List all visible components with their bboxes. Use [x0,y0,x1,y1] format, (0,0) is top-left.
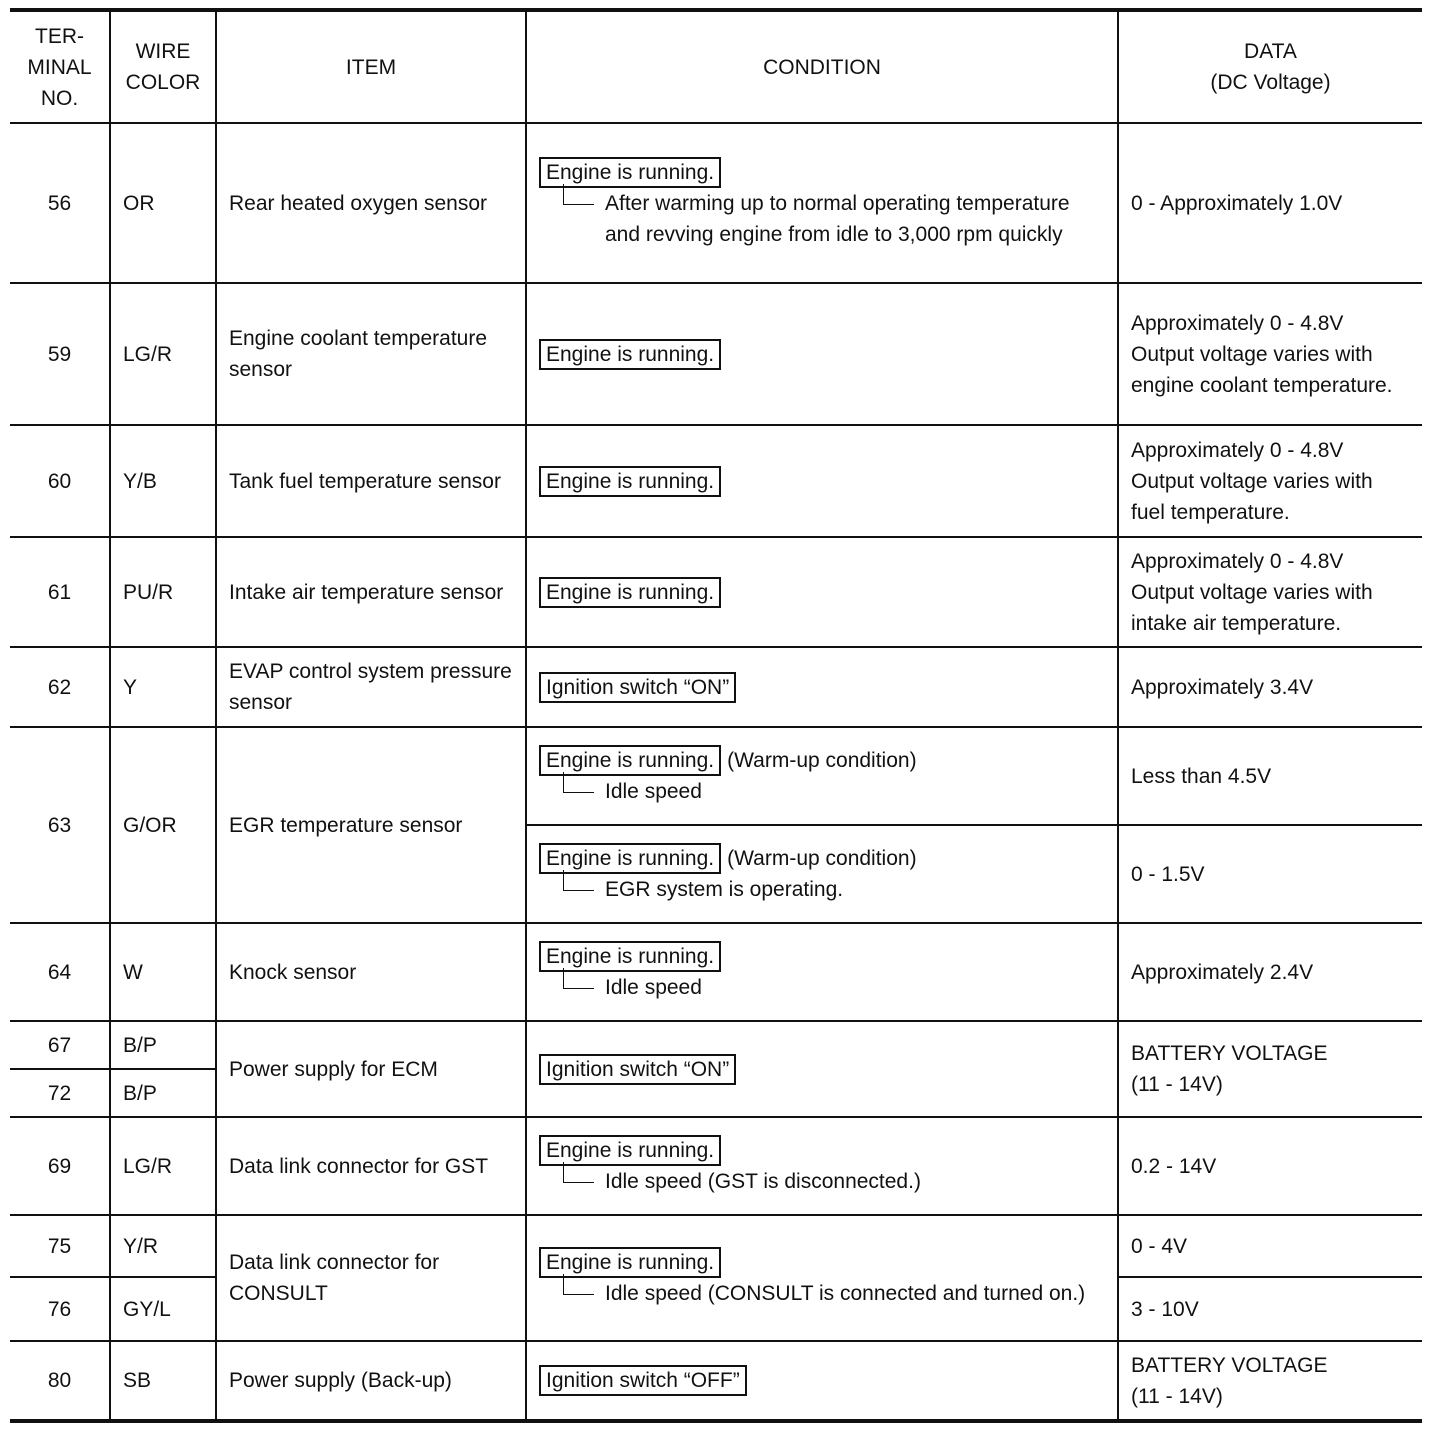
data-voltage [1118,1021,1422,1117]
condition [526,425,1118,537]
condition-box: Engine is running. [539,941,721,972]
header-item: ITEM [216,10,526,123]
table-row [10,1341,1422,1421]
condition [526,283,1118,425]
condition-sub: After warming up to normal operating temperature and revving engine from idle to 3,000 rpm quickly [563,188,1105,250]
header-condition: CONDITION [526,10,1118,123]
table-row [10,647,1422,727]
data-voltage: Approximately 2.4V [1118,923,1422,1021]
table-row [10,283,1422,425]
condition-box: Ignition switch “OFF” [539,1365,747,1396]
table-row [10,123,1422,283]
terminal-no: 59 [10,283,110,425]
condition [526,647,1118,727]
data-voltage: Approximately 0 - 4.8V Output voltage varies with engine coolant temperature. [1118,283,1422,425]
table-row [10,425,1422,537]
condition-box: Engine is running. [539,843,721,874]
header-data: DATA (DC Voltage) [1118,10,1422,123]
data-voltage: Approximately 0 - 4.8V Output voltage varies with fuel temperature. [1118,425,1422,537]
wire-color: Y [110,647,216,727]
condition-sub: Idle speed (CONSULT is connected and turned on.) [563,1278,1105,1309]
wire-color: Y/R [110,1215,216,1277]
data-voltage-line: BATTERY VOLTAGE [1131,1042,1328,1065]
item-name: EVAP control system pressure sensor [216,647,526,727]
condition-box: Engine is running. [539,1135,721,1166]
wire-color: OR [110,123,216,283]
table-row [10,1117,1422,1215]
condition [526,727,1118,825]
wire-color: B/P [110,1021,216,1069]
data-voltage: 3 - 10V [1118,1277,1422,1341]
data-voltage [1118,1341,1422,1421]
condition-box: Engine is running. [539,339,721,370]
header-terminal: TER- MINAL NO. [10,10,110,123]
item-name: Knock sensor [216,923,526,1021]
ecm-terminal-table [10,8,1422,1423]
wire-color: PU/R [110,537,216,647]
table-row [10,923,1422,1021]
header-wire-color: WIRE COLOR [110,10,216,123]
terminal-no: 63 [10,727,110,923]
item-name: Power supply for ECM [216,1021,526,1117]
item-name: Power supply (Back-up) [216,1341,526,1421]
terminal-no: 72 [10,1069,110,1117]
condition [526,537,1118,647]
wire-color: GY/L [110,1277,216,1341]
terminal-no: 67 [10,1021,110,1069]
condition [526,123,1118,283]
wire-color: B/P [110,1069,216,1117]
wire-color: LG/R [110,283,216,425]
terminal-no: 61 [10,537,110,647]
condition-sub: Idle speed [563,776,1105,807]
data-voltage-line: BATTERY VOLTAGE [1131,1353,1328,1377]
wire-color: Y/B [110,425,216,537]
data-voltage: 0 - Approximately 1.0V [1118,123,1422,283]
condition-box: Ignition switch “ON” [539,672,736,703]
condition-box: Ignition switch “ON” [539,1054,736,1085]
item-name: Data link connector for GST [216,1117,526,1215]
table-row [10,1021,1422,1069]
item-name: Data link connector for CONSULT [216,1215,526,1341]
item-name: EGR temperature sensor [216,727,526,923]
condition-sub: EGR system is operating. [563,874,1105,905]
data-voltage: Less than 4.5V [1118,727,1422,825]
item-name: Intake air temperature sensor [216,537,526,647]
wire-color: G/OR [110,727,216,923]
condition-box: Engine is running. [539,577,721,608]
condition [526,825,1118,923]
condition [526,1117,1118,1215]
condition [526,1341,1118,1421]
condition [526,1021,1118,1117]
item-name: Rear heated oxygen sensor [216,123,526,283]
data-voltage-range: (11 - 14V) [1131,1384,1223,1408]
data-voltage-range: (11 - 14V) [1131,1073,1223,1096]
condition-sub: Idle speed (GST is disconnected.) [563,1166,1105,1197]
condition-box: Engine is running. [539,466,721,497]
item-name: Engine coolant temperature sensor [216,283,526,425]
item-name: Tank fuel temperature sensor [216,425,526,537]
condition-box: Engine is running. [539,157,721,188]
data-voltage: Approximately 0 - 4.8V Output voltage varies with intake air temperature. [1118,537,1422,647]
table-row [10,537,1422,647]
terminal-no: 80 [10,1341,110,1421]
condition-sub: Idle speed [563,972,1105,1003]
data-voltage: 0 - 4V [1118,1215,1422,1277]
data-voltage: 0 - 1.5V [1118,825,1422,923]
wire-color: W [110,923,216,1021]
terminal-no: 64 [10,923,110,1021]
terminal-no: 60 [10,425,110,537]
condition-note: (Warm-up condition) [727,847,917,870]
terminal-no: 75 [10,1215,110,1277]
table-row [10,1215,1422,1277]
terminal-no: 56 [10,123,110,283]
wire-color: LG/R [110,1117,216,1215]
wire-color: SB [110,1341,216,1421]
table-row [10,727,1422,825]
condition-note: (Warm-up condition) [727,749,917,772]
terminal-no: 62 [10,647,110,727]
data-voltage: 0.2 - 14V [1118,1117,1422,1215]
data-voltage: Approximately 3.4V [1118,647,1422,727]
header-row [10,10,1422,123]
condition-box: Engine is running. [539,1247,721,1278]
condition-box: Engine is running. [539,745,721,776]
terminal-no: 76 [10,1277,110,1341]
condition [526,1215,1118,1341]
terminal-no: 69 [10,1117,110,1215]
condition [526,923,1118,1021]
